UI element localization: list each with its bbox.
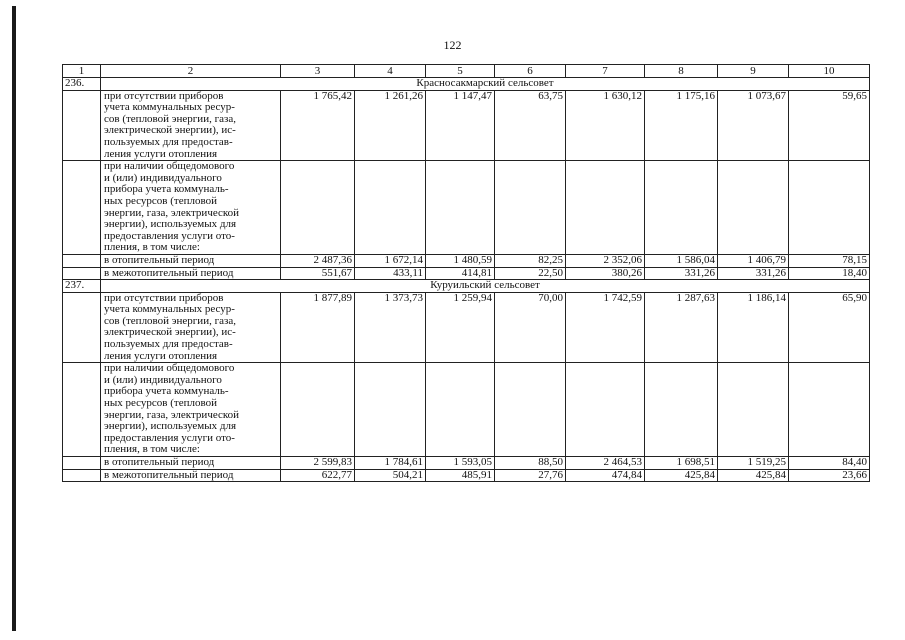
value-cell: 1 586,04 <box>645 254 718 267</box>
value-cell: 1 480,59 <box>426 254 495 267</box>
column-header: 9 <box>718 65 789 78</box>
value-cell: 414,81 <box>426 267 495 280</box>
value-cell <box>426 363 495 457</box>
row-number-cell <box>63 254 101 267</box>
value-cell: 22,50 <box>495 267 566 280</box>
value-cell <box>566 161 645 255</box>
row-label-line: ления услуги отопления <box>104 147 218 160</box>
row-label-line: при отсутствии приборов <box>104 292 224 304</box>
value-cell: 1 373,73 <box>355 292 426 363</box>
column-number-row <box>63 65 870 78</box>
value-cell: 380,26 <box>566 267 645 280</box>
value-cell: 2 599,83 <box>281 457 355 470</box>
row-label <box>101 292 281 363</box>
section-title: Куруильский сельсовет <box>101 280 870 293</box>
row-number-cell <box>63 457 101 470</box>
value-cell: 425,84 <box>718 469 789 482</box>
row-label-line: пользуемых для предостав- <box>104 135 233 148</box>
value-cell <box>426 161 495 255</box>
row-number-cell <box>63 292 101 363</box>
row-label-line: учета коммунальных ресур- <box>104 101 235 114</box>
table-row <box>63 292 870 363</box>
row-label-line: в межотопительный период <box>104 469 234 481</box>
row-label-line: при наличии общедомового <box>104 160 235 173</box>
column-header: 8 <box>645 65 718 78</box>
value-cell: 27,76 <box>495 469 566 482</box>
value-cell: 1 261,26 <box>355 90 426 161</box>
row-number-cell <box>63 90 101 161</box>
row-label-line: и (или) индивидуального <box>104 171 222 184</box>
column-header: 3 <box>281 65 355 78</box>
value-cell: 1 519,25 <box>718 457 789 470</box>
value-cell: 504,21 <box>355 469 426 482</box>
table-row <box>63 457 870 470</box>
value-cell: 331,26 <box>645 267 718 280</box>
row-label-line: предоставления услуги ото- <box>104 229 235 242</box>
value-cell: 84,40 <box>789 457 870 470</box>
value-cell: 1 672,14 <box>355 254 426 267</box>
value-cell: 78,15 <box>789 254 870 267</box>
row-label-line: ных ресурсов (тепловой <box>104 397 217 410</box>
section-row <box>63 280 870 293</box>
row-label-line: пления, в том числе: <box>104 241 200 254</box>
column-header: 4 <box>355 65 426 78</box>
row-label-line: прибора учета коммуналь- <box>104 183 229 196</box>
row-label-line: предоставления услуги ото- <box>104 431 235 444</box>
value-cell: 1 287,63 <box>645 292 718 363</box>
value-cell: 23,66 <box>789 469 870 482</box>
table-row <box>63 469 870 482</box>
row-label <box>101 469 281 482</box>
value-cell: 474,84 <box>566 469 645 482</box>
column-header: 1 <box>63 65 101 78</box>
table-row <box>63 363 870 457</box>
row-label-line: электрической энергии), ис- <box>104 326 236 339</box>
value-cell: 1 742,59 <box>566 292 645 363</box>
value-cell <box>645 363 718 457</box>
value-cell: 1 073,67 <box>718 90 789 161</box>
value-cell: 622,77 <box>281 469 355 482</box>
row-label-line: пления, в том числе: <box>104 443 200 456</box>
value-cell: 18,40 <box>789 267 870 280</box>
value-cell: 1 147,47 <box>426 90 495 161</box>
section-title: Красносакмарский сельсовет <box>101 78 870 91</box>
value-cell: 331,26 <box>718 267 789 280</box>
value-cell <box>718 161 789 255</box>
value-cell: 425,84 <box>645 469 718 482</box>
value-cell <box>789 363 870 457</box>
row-label-line: ных ресурсов (тепловой <box>104 194 217 207</box>
row-label <box>101 267 281 280</box>
value-cell: 82,25 <box>495 254 566 267</box>
value-cell <box>789 161 870 255</box>
value-cell <box>566 363 645 457</box>
value-cell: 1 784,61 <box>355 457 426 470</box>
column-header: 5 <box>426 65 495 78</box>
row-label-line: сов (тепловой энергии, газа, <box>104 112 236 125</box>
value-cell <box>281 363 355 457</box>
row-label <box>101 254 281 267</box>
value-cell: 2 464,53 <box>566 457 645 470</box>
row-number-cell <box>63 161 101 255</box>
row-label <box>101 90 281 161</box>
row-label-line: энергии), используемых для <box>104 420 237 433</box>
value-cell: 1 877,89 <box>281 292 355 363</box>
row-label-line: энергии), используемых для <box>104 218 237 231</box>
value-cell <box>645 161 718 255</box>
row-label-line: в отопительный период <box>104 254 215 266</box>
value-cell: 1 630,12 <box>566 90 645 161</box>
row-label <box>101 363 281 457</box>
section-number: 237. <box>63 280 101 293</box>
row-label <box>101 457 281 470</box>
value-cell: 65,90 <box>789 292 870 363</box>
value-cell: 2 352,06 <box>566 254 645 267</box>
row-label-line: в отопительный период <box>104 456 215 468</box>
value-cell: 1 186,14 <box>718 292 789 363</box>
row-label-line: энергии, газа, электрической <box>104 206 240 219</box>
row-label-line: при наличии общедомового <box>104 362 235 375</box>
value-cell <box>281 161 355 255</box>
row-number-cell <box>63 469 101 482</box>
row-label-line: электрической энергии), ис- <box>104 124 236 137</box>
value-cell: 551,67 <box>281 267 355 280</box>
row-label-line: учета коммунальных ресур- <box>104 303 235 316</box>
row-label-line: прибора учета коммуналь- <box>104 385 229 398</box>
value-cell: 1 593,05 <box>426 457 495 470</box>
table-row <box>63 254 870 267</box>
value-cell: 1 259,94 <box>426 292 495 363</box>
row-number-cell <box>63 267 101 280</box>
row-label-line: при отсутствии приборов <box>104 90 224 102</box>
page-number: 122 <box>443 38 462 52</box>
column-header: 7 <box>566 65 645 78</box>
table-row <box>63 90 870 161</box>
value-cell: 2 487,36 <box>281 254 355 267</box>
value-cell: 88,50 <box>495 457 566 470</box>
section-row <box>63 78 870 91</box>
table-row <box>63 267 870 280</box>
value-cell: 1 175,16 <box>645 90 718 161</box>
row-number-cell <box>63 363 101 457</box>
row-label-line: ления услуги отопления <box>104 349 218 362</box>
column-header: 2 <box>101 65 281 78</box>
value-cell <box>495 161 566 255</box>
row-label-line: энергии, газа, электрической <box>104 408 240 421</box>
row-label-line: сов (тепловой энергии, газа, <box>104 314 236 327</box>
row-label-line: пользуемых для предостав- <box>104 338 233 351</box>
section-number: 236. <box>63 78 101 91</box>
value-cell: 1 765,42 <box>281 90 355 161</box>
value-cell: 1 698,51 <box>645 457 718 470</box>
column-header: 6 <box>495 65 566 78</box>
value-cell: 59,65 <box>789 90 870 161</box>
row-label-line: и (или) индивидуального <box>104 373 222 386</box>
value-cell <box>355 161 426 255</box>
column-header: 10 <box>789 65 870 78</box>
value-cell: 433,11 <box>355 267 426 280</box>
table-row <box>63 161 870 255</box>
value-cell <box>355 363 426 457</box>
value-cell: 485,91 <box>426 469 495 482</box>
scan-edge-bar <box>12 6 16 631</box>
row-label <box>101 161 281 255</box>
value-cell <box>718 363 789 457</box>
value-cell <box>495 363 566 457</box>
tariff-table <box>62 64 870 482</box>
value-cell: 63,75 <box>495 90 566 161</box>
row-label-line: в межотопительный период <box>104 267 234 279</box>
value-cell: 70,00 <box>495 292 566 363</box>
value-cell: 1 406,79 <box>718 254 789 267</box>
